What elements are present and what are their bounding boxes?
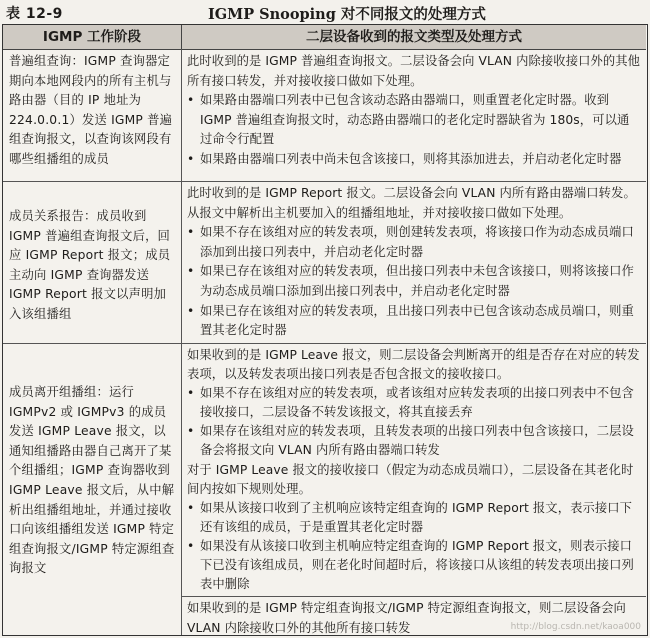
row-3-bullet-2: • 如果存在该组对应的转发表项，且转发表项的出接口列表中包含该接口，二层设备会将报文向 VLAN 内所有路由器端口转发 [187,424,634,458]
table-title: IGMP Snooping 对不同报文的处理方式 [208,6,486,23]
table-header [3,25,646,50]
row-1-bullet-1: • 如果路由器端口列表中已包含该动态路由器端口，则重置老化定时器。收到 IGMP 普遍组查询报文时，动态路由器端口的老化定时器缺省为 180s，可以通过命令行配置 [187,93,630,147]
row-3-stage: 成员离开组播组：运行 IGMPv2 或 IGMPv3 的成员发送 IGMP Leave 报文，以通知组播路由器自己离开了某个组播组；IGMP 查询器收到 IGMP Leave 报文后，从中解析出组播组地址，并通过接收口向该组播组发送 IGMP 特定组查询报文/IGMP 特定源组查询报文 [9,385,175,576]
table-number: 表 12-9 [6,6,63,22]
header-stage: IGMP 工作阶段 [3,25,182,49]
row-3-middle: 对于 IGMP Leave 报文的接收接口（假定为动态成员端口），二层设备在其老化时间内按如下规则处理。 [187,462,634,496]
column-divider [181,49,182,635]
igmp-snooping-table [2,24,648,636]
row-1-handling [187,52,641,170]
row-3-bullet-3: • 如果从该接口收到了主机响应该特定组查询的 IGMP Report 报文，表示接口下还有该组的成员，于是重置其老化定时器 [187,500,633,534]
row-2-bullet-3: • 如果已存在该组对应的转发表项，且出接口列表中已包含该动态成员端口，则重置其老化定时器 [187,303,634,338]
row-3-bullet-1: • 如果不存在该组对应的转发表项，或者该组对应转发表项的出接口列表中不包含接收接口，二层设备不转发该报文，将其直接丢弃 [187,386,634,420]
row-2-intro: 此时收到的是 IGMP Report 报文。二层设备会向 VLAN 内所有路由器端口转发。从报文中解析出主机要加入的组播组地址，并对接收接口做如下处理。 [187,186,636,220]
row-2-handling [187,184,641,341]
row-2-bullet-1: • 如果不存在该组对应的转发表项，则创建转发表项，将该接口作为动态成员端口添加到出接口列表中，并启动老化定时器 [187,225,634,259]
bullet-dot: • [187,151,195,166]
header-handling: 二层设备收到的报文类型及处理方式 [306,29,522,45]
row-3-extra: 如果收到的是 IGMP 特定组查询报文/IGMP 特定源组查询报文，则二层设备会向 VLAN 内除接收口外的其他所有接口转发 [187,601,626,635]
watermark: http://blog.csdn.net/kaoa000 [510,622,641,632]
table-caption [0,0,650,24]
row-divider-2 [3,343,646,344]
row-2-stage: 成员关系报告：成员收到 IGMP 普遍组查询报文后，回应 IGMP Report 报文；成员主动向 IGMP 查询器发送 IGMP Report 报文以声明加入该组播组 [9,209,171,321]
bullet-dot: • [187,93,195,108]
row-3-intro: 如果收到的是 IGMP Leave 报文，则二层设备会判断离开的组是否存在对应的转发表项，以及转发表项出接口列表是否包含报文的接收接口。 [187,348,640,382]
row-divider-3 [182,596,646,597]
row-3-handling [187,346,641,594]
row-3-bullet-4: • 如果没有从该接口收到主机响应特定组查询的 IGMP Report 报文，则表示接口下已没有该组成员，则在老化时间超时后，将该接口从该组的转发表项出接口列表中删除 [187,538,634,592]
row-1-stage: 普遍组查询：IGMP 查询器定期向本地网段内的所有主机与路由器（目的 IP 地址为 224.0.0.1）发送 IGMP 普遍组查询报文，以查询该网段有哪些组播组的成员 [9,54,173,166]
row-divider-1 [3,181,646,182]
row-1-bullet-2: • 如果路由器端口列表中尚未包含该接口，则将其添加进去，并启动老化定时器 [187,150,641,170]
row-1-intro: 此时收到的是 IGMP 普遍组查询报文。二层设备会向 VLAN 内除接收接口外的其他所有接口转发，并对接收接口做如下处理。 [187,54,641,88]
row-2-bullet-2: • 如果已存在该组对应的转发表项，但出接口列表中未包含该接口，则将该接口作为动态成员端口添加到出接口列表中，并启动老化定时器 [187,264,634,298]
